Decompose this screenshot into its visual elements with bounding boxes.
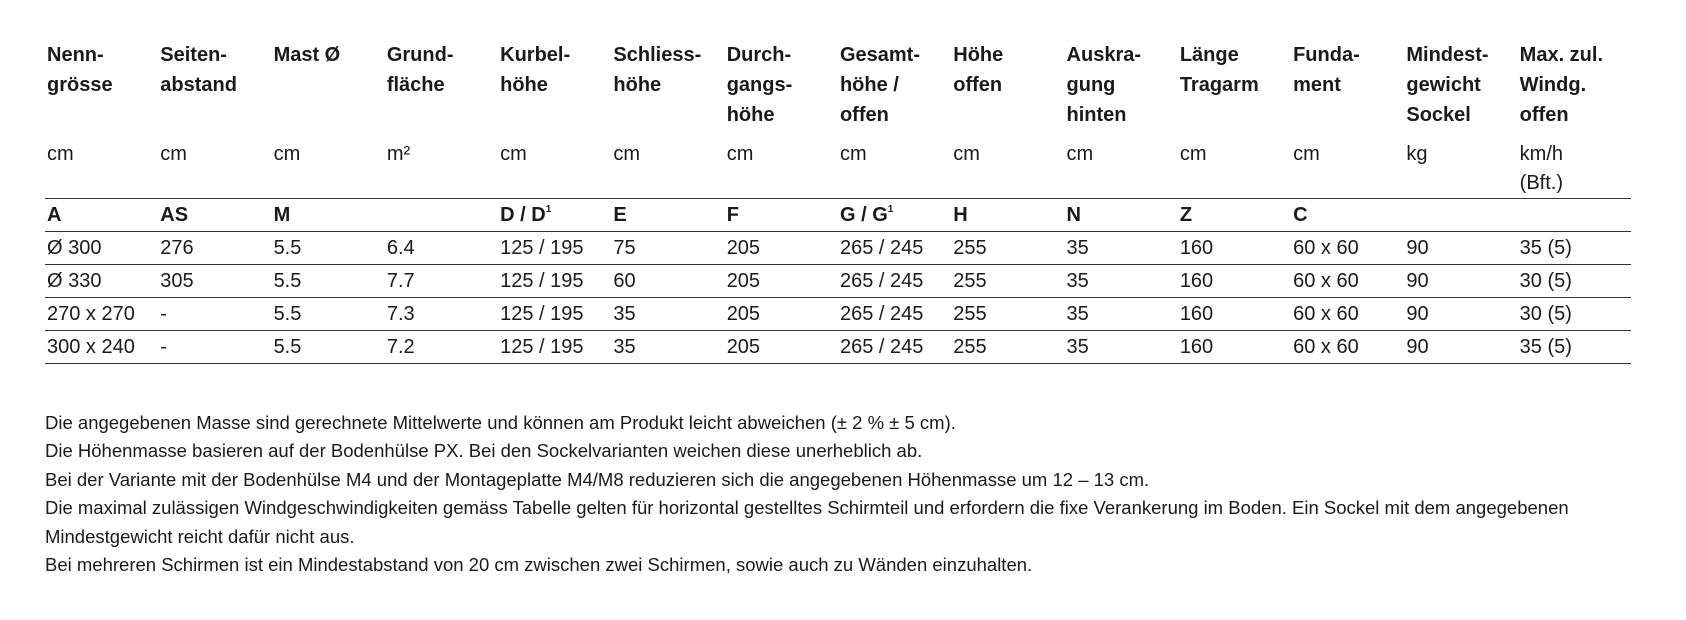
- footnote-line: Bei der Variante mit der Bodenhülse M4 und der Montageplatte M4/M8 reduzieren sich die angegebenen Höhenmasse um 12 – 13 cm.: [45, 468, 1150, 490]
- table-cell: 300 x 240: [45, 331, 158, 364]
- table-cell: 7.3: [385, 298, 498, 331]
- table-cell: 205: [725, 298, 838, 331]
- table-cell: 30 (5): [1518, 265, 1631, 298]
- column-code-label: N: [1066, 204, 1081, 226]
- column-header-name: Länge Tragarm: [1179, 44, 1259, 96]
- table-cell: 60 x 60: [1291, 298, 1404, 331]
- footnote-line: Die Höhenmasse basieren auf der Bodenhülse PX. Bei den Sockelvarianten weichen diese unerheblich ab.: [45, 440, 923, 462]
- specification-table: [45, 38, 1631, 364]
- column-header-code: [1178, 199, 1291, 232]
- column-units-row: [45, 138, 1631, 199]
- table-cell: 35 (5): [1518, 331, 1631, 364]
- table-cell: 6.4: [385, 232, 498, 265]
- table-cell: 35: [611, 298, 724, 331]
- table-cell: 7.2: [385, 331, 498, 364]
- table-cell: 30 (5): [1518, 298, 1631, 331]
- table-cell: 305: [158, 265, 271, 298]
- table-cell: 255: [951, 331, 1064, 364]
- column-header-unit: km/h (Bft.): [1519, 143, 1563, 194]
- table-cell: 205: [725, 232, 838, 265]
- column-header-name: Max. zul. Windg. offen: [1519, 44, 1604, 126]
- table-row: [45, 265, 1631, 298]
- table-row: [45, 232, 1631, 265]
- table-cell: 90: [1404, 265, 1517, 298]
- column-header-name: Schliess- höhe: [613, 44, 702, 96]
- column-header-unit: cm: [160, 143, 187, 165]
- column-code-label: G / G: [839, 204, 888, 226]
- column-header-code: [272, 199, 385, 232]
- table-cell: 255: [951, 298, 1064, 331]
- column-code-label: AS: [160, 204, 189, 226]
- column-header-unit: cm: [953, 143, 980, 165]
- column-header-code: [1404, 199, 1517, 232]
- column-code-superscript: 1: [545, 204, 552, 215]
- column-header-unit: cm: [1066, 143, 1094, 165]
- column-header-code: [498, 199, 611, 232]
- column-header-code: [158, 199, 271, 232]
- column-header-name: Gesamt- höhe / offen: [839, 44, 920, 126]
- table-cell: 125 / 195: [498, 232, 611, 265]
- column-header-unit: cm: [273, 143, 301, 165]
- table-cell: 5.5: [272, 265, 385, 298]
- column-header-unit: cm: [613, 143, 641, 165]
- table-cell: 265 / 245: [838, 265, 951, 298]
- table-cell: 60: [611, 265, 724, 298]
- column-header-unit: cm: [1179, 143, 1207, 165]
- column-header-unit: cm: [726, 143, 754, 165]
- footnotes: [45, 409, 1645, 579]
- column-header-name: Mindest- gewicht Sockel: [1406, 44, 1489, 126]
- table-cell: -: [158, 298, 271, 331]
- footnote-line: Bei mehreren Schirmen ist ein Mindestabstand von 20 cm zwischen zwei Schirmen, sowie auch zu Wänden einzuhalten.: [45, 554, 1033, 576]
- table-cell: Ø 300: [45, 232, 158, 265]
- column-header-name: Kurbel- höhe: [500, 44, 571, 96]
- table-cell: 205: [725, 265, 838, 298]
- table-cell: 7.7: [385, 265, 498, 298]
- table-cell: Ø 330: [45, 265, 158, 298]
- column-header-code: [1291, 199, 1404, 232]
- table-cell: 60 x 60: [1291, 265, 1404, 298]
- table-cell: 35: [1065, 331, 1178, 364]
- table-cell: 90: [1404, 232, 1517, 265]
- column-header-name: Durch- gangs- höhe: [726, 44, 793, 126]
- table-cell: 35: [1065, 265, 1178, 298]
- column-codes-row: [45, 199, 1631, 232]
- column-code-label: A: [47, 204, 62, 226]
- column-header-name: Grund- fläche: [386, 44, 454, 96]
- column-header-unit: cm: [1293, 143, 1320, 165]
- table-cell: 5.5: [272, 298, 385, 331]
- table-cell: 160: [1178, 298, 1291, 331]
- table-cell: 160: [1178, 265, 1291, 298]
- column-header-code: [1065, 199, 1178, 232]
- table-cell: 265 / 245: [838, 331, 951, 364]
- table-row: [45, 331, 1631, 364]
- table-cell: 205: [725, 331, 838, 364]
- table-cell: 265 / 245: [838, 232, 951, 265]
- column-code-superscript: 1: [887, 204, 894, 215]
- column-header-unit: kg: [1406, 143, 1428, 165]
- column-header-name: Auskra- gung hinten: [1066, 44, 1142, 126]
- column-names-row: [45, 38, 1631, 138]
- column-header-code: [611, 199, 724, 232]
- table-cell: 60 x 60: [1291, 232, 1404, 265]
- table-cell: 90: [1404, 331, 1517, 364]
- column-header-name: Höhe offen: [953, 44, 1004, 96]
- column-header-name: Mast Ø: [273, 44, 341, 66]
- table-cell: 255: [951, 265, 1064, 298]
- column-code-label: Z: [1179, 204, 1193, 226]
- column-header-unit: m²: [386, 143, 411, 165]
- table-cell: 160: [1178, 331, 1291, 364]
- table-cell: 160: [1178, 232, 1291, 265]
- column-header-unit: cm: [839, 143, 867, 165]
- table-cell: 276: [158, 232, 271, 265]
- table-cell: 35: [1065, 232, 1178, 265]
- table-cell: 255: [951, 232, 1064, 265]
- column-header-unit: cm: [47, 143, 74, 165]
- table-cell: 125 / 195: [498, 265, 611, 298]
- column-code-label: M: [273, 204, 291, 226]
- column-header-code: [1518, 199, 1631, 232]
- table-cell: 75: [611, 232, 724, 265]
- table-cell: -: [158, 331, 271, 364]
- table-cell: 5.5: [272, 331, 385, 364]
- table-cell: 35 (5): [1518, 232, 1631, 265]
- column-header-name: Funda- ment: [1293, 44, 1360, 96]
- column-code-label: E: [613, 204, 627, 226]
- column-header-code: [838, 199, 951, 232]
- column-header-code: [725, 199, 838, 232]
- column-header-name: Nenn- grösse: [47, 44, 113, 96]
- column-header-unit: cm: [500, 143, 527, 165]
- table-body: [45, 232, 1631, 364]
- table-cell: 5.5: [272, 232, 385, 265]
- column-header-code: [951, 199, 1064, 232]
- column-header-code: [385, 199, 498, 232]
- table-cell: 125 / 195: [498, 298, 611, 331]
- column-code-label: C: [1293, 204, 1308, 226]
- column-header-code: [45, 199, 158, 232]
- column-header-name: Seiten- abstand: [160, 44, 237, 96]
- column-code-label: F: [726, 204, 739, 226]
- table-cell: 125 / 195: [498, 331, 611, 364]
- table-row: [45, 298, 1631, 331]
- table-cell: 90: [1404, 298, 1517, 331]
- table-cell: 270 x 270: [45, 298, 158, 331]
- table-cell: 265 / 245: [838, 298, 951, 331]
- footnote-line: Die angegebenen Masse sind gerechnete Mittelwerte und können am Produkt leicht abweichen (± 2 % ± 5 cm).: [45, 412, 956, 433]
- table-cell: 60 x 60: [1291, 331, 1404, 364]
- table-cell: 35: [1065, 298, 1178, 331]
- footnote-line: Die maximal zulässigen Windgeschwindigkeiten gemäss Tabelle gelten für horizontal gestelltes Schirmteil und erfordern die fixe Verankerung im Boden. Ein Sockel mit dem angegebenen Mindestgewicht reicht dafür nicht aus.: [45, 497, 1569, 547]
- column-code-label: H: [953, 204, 968, 226]
- table-cell: 35: [611, 331, 724, 364]
- column-code-label: D / D: [500, 204, 546, 226]
